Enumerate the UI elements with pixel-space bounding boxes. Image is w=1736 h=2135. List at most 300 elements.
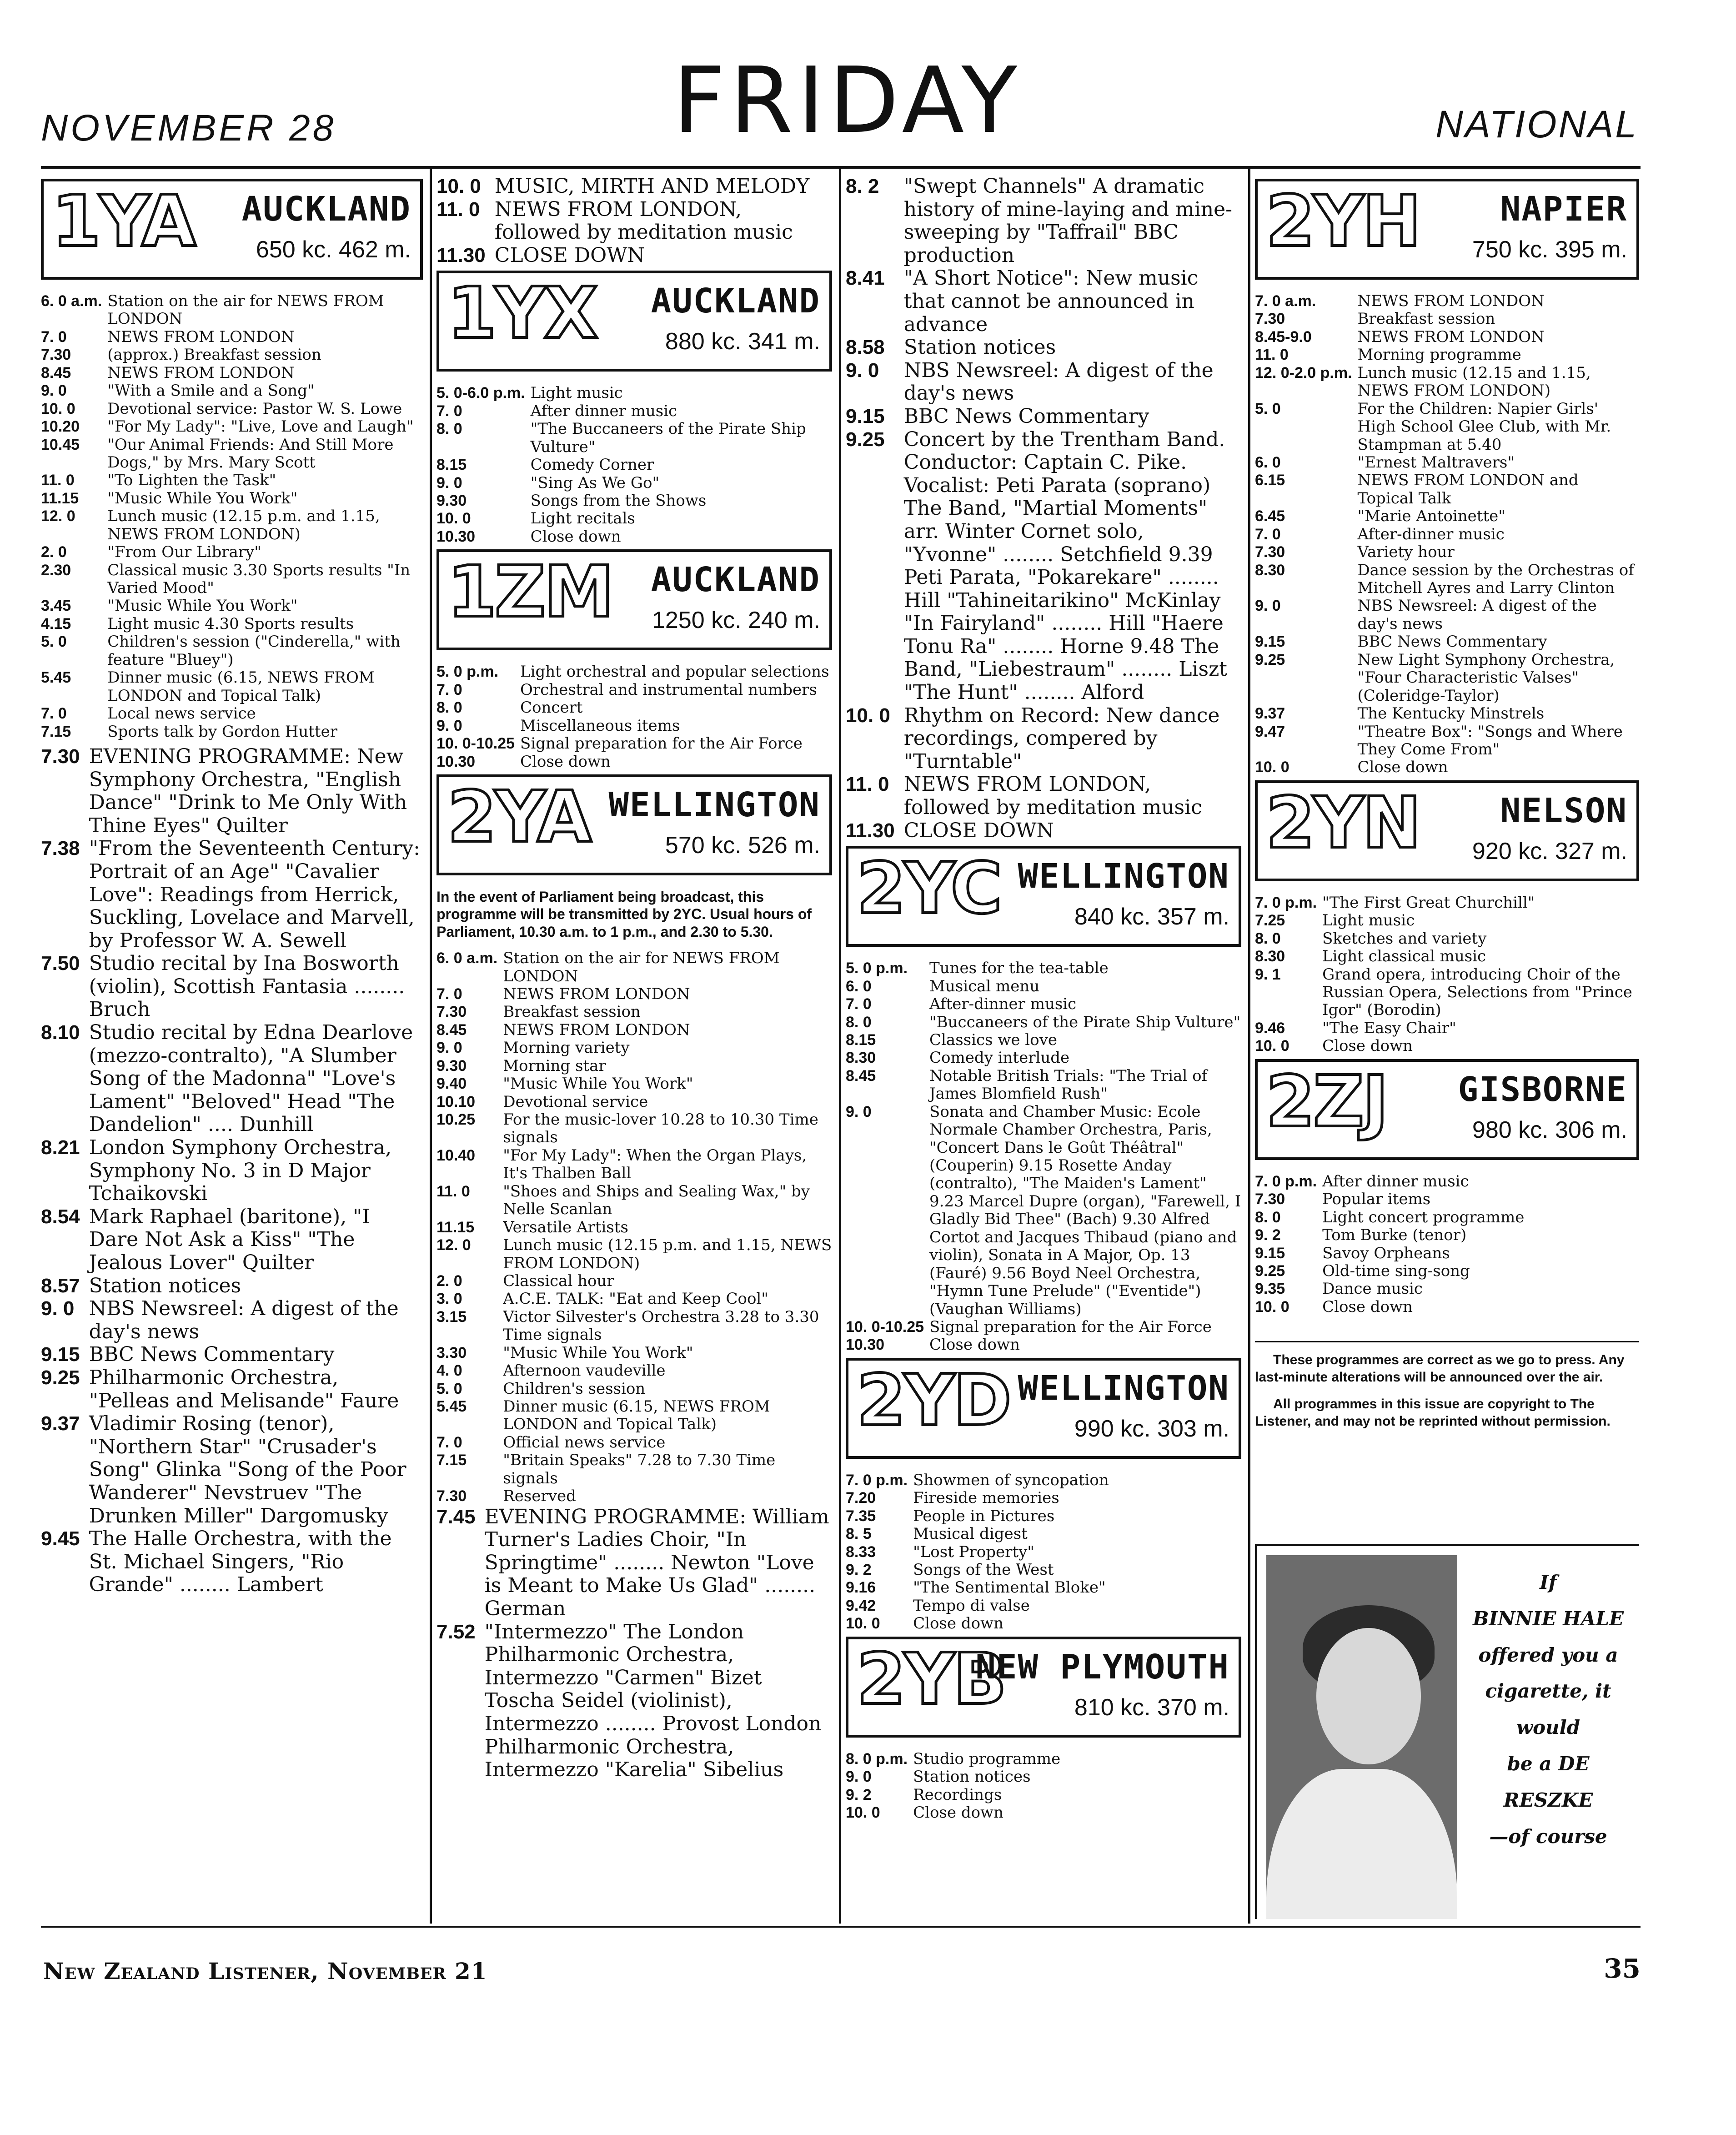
- schedule-item: Tom Burke (tenor): [1322, 1226, 1467, 1245]
- schedule-row: [846, 819, 1241, 843]
- schedule-item: "The Sentimental Bloke": [913, 1578, 1106, 1597]
- schedule-item: Variety hour: [1357, 543, 1455, 562]
- schedule-time: 9. 0: [1255, 597, 1281, 615]
- schedule-time: 7.38: [41, 837, 80, 860]
- schedule-time: 8.30: [846, 1049, 876, 1067]
- schedule-row: [846, 1472, 1241, 1489]
- schedule-time: 9.25: [846, 428, 885, 451]
- schedule-row: [1255, 507, 1639, 525]
- schedule-row: [846, 978, 1241, 995]
- schedule-row: [41, 400, 423, 418]
- schedule-time: 11.30: [846, 819, 895, 842]
- schedule-time: 3.30: [437, 1344, 467, 1361]
- schedule-time: 7.25: [1255, 912, 1285, 929]
- schedule-item: NEWS FROM LONDON and Topical Talk: [1357, 471, 1579, 507]
- column-1: [41, 175, 423, 1919]
- schedule-row: [41, 472, 423, 489]
- schedule-row: [437, 384, 832, 402]
- station-logo: 1ZM: [447, 551, 612, 633]
- schedule-item: Comedy Corner: [530, 456, 654, 474]
- schedule-row: [41, 615, 423, 633]
- schedule-row: [41, 669, 423, 705]
- schedule-item: "Music While You Work": [503, 1343, 693, 1362]
- schedule-time: 9.37: [1255, 705, 1285, 723]
- schedule-row: [1255, 346, 1639, 364]
- schedule-2yd: [846, 1472, 1241, 1633]
- station-frequency: 990 kc. 303 m.: [1074, 1415, 1229, 1442]
- column-2: [437, 175, 832, 1919]
- station-banner-2yc: [846, 846, 1241, 947]
- schedule-row: [1255, 543, 1639, 561]
- schedule-time: 9.15: [1255, 633, 1285, 651]
- schedule-row: [41, 1021, 423, 1136]
- schedule-time: 7. 0: [41, 705, 67, 723]
- schedule-time: 6.45: [1255, 507, 1285, 525]
- schedule-time: 12. 0: [437, 1236, 471, 1254]
- schedule-time: 9. 0: [846, 1768, 872, 1786]
- advert-line: cigarette, it would: [1485, 1680, 1611, 1739]
- schedule-time: 12. 0: [41, 507, 75, 525]
- header-date: NOVEMBER 28: [41, 107, 336, 149]
- schedule-item: Close down: [520, 752, 611, 771]
- schedule-time: 7.30: [437, 1003, 467, 1021]
- schedule-row: [1255, 705, 1639, 723]
- schedule-item: "From Our Library": [107, 543, 261, 562]
- schedule-time: 7.30: [41, 745, 80, 768]
- schedule-1ya-evening: [41, 745, 423, 1597]
- schedule-row: [437, 699, 832, 717]
- schedule-item: "The Easy Chair": [1322, 1019, 1456, 1037]
- schedule-row: [1255, 948, 1639, 965]
- schedule-row: [437, 735, 832, 753]
- schedule-time: 7. 0 a.m.: [1255, 292, 1316, 310]
- schedule-item: Showmen of syncopation: [913, 1471, 1109, 1489]
- schedule-item: NEWS FROM LONDON: [1357, 327, 1545, 346]
- schedule-row: [1255, 1037, 1639, 1055]
- schedule-item: Musical digest: [913, 1525, 1028, 1543]
- schedule-item: EVENING PROGRAMME: William Turner's Ladies Choir, "In Springtime" ........ Newton "Love is Meant to Make Us Glad" ........ German: [484, 1505, 829, 1621]
- schedule-row: [1255, 310, 1639, 328]
- station-logo: 2YH: [1266, 180, 1420, 262]
- schedule-time: 8.45: [846, 1067, 876, 1085]
- schedule-time: 8. 0: [437, 699, 462, 717]
- schedule-item: Station on the air for NEWS FROM LONDON: [107, 292, 384, 328]
- schedule-item: Close down: [1322, 1297, 1413, 1316]
- schedule-row: [846, 1579, 1241, 1597]
- schedule-item: EVENING PROGRAMME: New Symphony Orchestra, "English Dance" "Drink to Me Only With Thine Eyes" Quilter: [89, 744, 407, 837]
- schedule-item: Fireside memories: [913, 1489, 1059, 1507]
- schedule-item: Breakfast session: [503, 1003, 641, 1021]
- schedule-item: "From the Seventeenth Century: Portrait of an Age" "Cavalier Love": Readings from Herrick, Suckling, Lovelace and Marvell, by Professor W. A. Sewell: [89, 837, 420, 952]
- schedule-time: 9.45: [41, 1527, 80, 1550]
- schedule-row: [437, 1236, 832, 1272]
- schedule-time: 6. 0 a.m.: [41, 292, 102, 310]
- schedule-time: 10. 0: [846, 1615, 880, 1633]
- schedule-row: [846, 1561, 1241, 1579]
- schedule-time: 8.41: [846, 267, 885, 290]
- advert-line: be a DE RESZKE: [1503, 1752, 1593, 1811]
- schedule-1ya: [41, 292, 423, 741]
- schedule-time: 9. 2: [846, 1561, 872, 1579]
- schedule-time: 7. 0: [41, 328, 67, 346]
- schedule-1zm: [437, 663, 832, 771]
- schedule-time: 8. 0: [1255, 929, 1281, 947]
- schedule-item: The Kentucky Minstrels: [1357, 704, 1545, 723]
- schedule-item: Notable British Trials: "The Trial of James Blomfield Rush": [929, 1066, 1208, 1103]
- station-frequency: 880 kc. 341 m.: [665, 328, 820, 355]
- schedule-row: [437, 1398, 832, 1434]
- schedule-item: Old-time sing-song: [1322, 1261, 1470, 1280]
- schedule-item: "Music While You Work": [503, 1075, 693, 1093]
- schedule-row: [846, 995, 1241, 1013]
- station-frequency: 840 kc. 357 m.: [1074, 904, 1229, 930]
- schedule-time: 6. 0 a.m.: [437, 949, 498, 967]
- schedule-time: 9.35: [1255, 1280, 1285, 1298]
- schedule-item: Tempo di valse: [913, 1596, 1030, 1615]
- schedule-row: [437, 949, 832, 985]
- schedule-item: Light concert programme: [1322, 1208, 1525, 1226]
- schedule-row: [437, 402, 832, 420]
- schedule-time: 7.15: [437, 1452, 467, 1469]
- station-frequency: 570 kc. 526 m.: [665, 832, 820, 859]
- schedule-time: 9.15: [846, 405, 885, 427]
- schedule-time: 7. 0 p.m.: [1255, 1172, 1317, 1190]
- schedule-row: [846, 1103, 1241, 1318]
- schedule-time: 8. 0 p.m.: [846, 1750, 908, 1768]
- schedule-time: 7. 0 p.m.: [1255, 894, 1317, 911]
- parliament-note: In the event of Parliament being broadcast, this programme will be transmitted by 2YC. Usual hours of Parliament, 10.30 a.m. to 1 p.m., and 2.30 to 5.30.: [437, 888, 812, 940]
- schedule-time: 10. 0: [1255, 1037, 1289, 1055]
- schedule-time: 8.54: [41, 1205, 80, 1228]
- schedule-item: Morning variety: [503, 1039, 630, 1057]
- schedule-row: [437, 510, 832, 527]
- schedule-2yc: [846, 959, 1241, 1354]
- schedule-item: "Lost Property": [913, 1542, 1034, 1561]
- schedule-time: 7. 0 p.m.: [846, 1471, 908, 1489]
- schedule-row: [846, 359, 1241, 405]
- schedule-item: Philharmonic Orchestra, "Pelleas and Melisande" Faure: [89, 1366, 399, 1412]
- schedule-item: Musical menu: [929, 977, 1040, 995]
- schedule-row: [437, 1057, 832, 1075]
- schedule-row: [1255, 526, 1639, 543]
- schedule-time: 11. 0: [1255, 346, 1289, 364]
- schedule-item: NEWS FROM LONDON, followed by meditation music: [494, 197, 793, 244]
- schedule-row: [1255, 966, 1639, 1020]
- schedule-row: [1255, 454, 1639, 472]
- schedule-time: 10. 0: [437, 510, 471, 527]
- schedule-item: "Marie Antoinette": [1357, 507, 1505, 526]
- schedule-time: 7.30: [1255, 310, 1285, 328]
- schedule-item: Comedy interlude: [929, 1049, 1070, 1067]
- schedule-item: NEWS FROM LONDON: [107, 327, 295, 346]
- station-city: AUCKLAND: [241, 190, 411, 229]
- schedule-time: 9.25: [41, 1366, 80, 1389]
- schedule-row: [1255, 597, 1639, 633]
- column-rule-3: [1248, 168, 1250, 1924]
- schedule-item: MUSIC, MIRTH AND MELODY: [494, 175, 810, 198]
- schedule-time: 9. 0: [437, 717, 462, 734]
- schedule-time: 7.35: [846, 1507, 876, 1525]
- schedule-row: [41, 292, 423, 328]
- schedule-row: [846, 959, 1241, 977]
- schedule-time: 5. 0 p.m.: [437, 663, 499, 681]
- schedule-item: NBS Newsreel: A digest of the day's news: [903, 358, 1214, 405]
- schedule-row: [1255, 894, 1639, 912]
- schedule-row: [41, 382, 423, 400]
- schedule-time: 7.45: [437, 1505, 476, 1528]
- station-city: NEW PLYMOUTH: [975, 1647, 1229, 1687]
- schedule-row: [437, 1487, 832, 1505]
- schedule-row: [41, 543, 423, 561]
- schedule-time: 9. 0: [437, 474, 462, 492]
- schedule-item: Lunch music (12.15 p.m. and 1.15, NEWS FROM LONDON): [503, 1236, 832, 1272]
- schedule-time: 5. 0: [437, 1380, 462, 1397]
- schedule-time: 8. 5: [846, 1525, 872, 1543]
- schedule-time: 7. 0: [846, 995, 872, 1013]
- schedule-item: Close down: [913, 1614, 1004, 1633]
- schedule-row: [846, 405, 1241, 428]
- programme-notice: [1255, 1341, 1639, 1430]
- schedule-item: Light classical music: [1322, 947, 1486, 966]
- schedule-row: [437, 1362, 832, 1380]
- schedule-time: 10. 0-10.25: [437, 735, 515, 753]
- schedule-row: [41, 346, 423, 364]
- schedule-item: Studio recital by Edna Dearlove (mezzo-contralto), "A Slumber Song of the Madonna" "Love's Lament" "Beloved" Head "The Dandelion" .... Dunhill: [89, 1021, 413, 1136]
- schedule-row: [41, 597, 423, 615]
- schedule-time: 11. 0: [437, 198, 480, 221]
- schedule-item: BBC News Commentary: [1357, 633, 1547, 651]
- notice-copyright: All programmes in this issue are copyright to The Listener, and may not be reprinted without permission.: [1255, 1397, 1611, 1429]
- schedule-row: [437, 1111, 832, 1147]
- schedule-time: 8. 0: [846, 1013, 872, 1031]
- schedule-row: [41, 1366, 423, 1412]
- schedule-item: Station notices: [913, 1768, 1031, 1786]
- schedule-time: 7.52: [437, 1620, 476, 1643]
- schedule-time: 9.15: [1255, 1244, 1285, 1262]
- schedule-row: [1255, 1280, 1639, 1298]
- schedule-item: Classical music 3.30 Sports results "In Varied Mood": [107, 561, 411, 597]
- schedule-item: Devotional service: Pastor W. S. Lowe: [107, 399, 402, 418]
- schedule-row: [437, 175, 832, 198]
- schedule-item: NEWS FROM LONDON, followed by meditation music: [903, 773, 1202, 819]
- station-frequency: 810 kc. 370 m.: [1074, 1694, 1229, 1721]
- bottom-rule: [41, 1926, 1641, 1928]
- schedule-time: 2. 0: [437, 1272, 462, 1290]
- schedule-time: 10.30: [437, 527, 476, 545]
- schedule-item: After dinner music: [1322, 1172, 1469, 1191]
- schedule-item: London Symphony Orchestra, Symphony No. 3 in D Major Tchaikovski: [89, 1136, 392, 1206]
- schedule-time: 9. 2: [846, 1786, 872, 1803]
- schedule-row: [41, 745, 423, 837]
- schedule-item: New Light Symphony Orchestra, "Four Characteristic Valses" (Coleridge-Taylor): [1357, 650, 1615, 705]
- column-rule-1: [430, 168, 432, 1924]
- schedule-row: [41, 1206, 423, 1275]
- schedule-row: [846, 1318, 1241, 1336]
- schedule-row: [846, 1597, 1241, 1615]
- schedule-row: [1255, 364, 1639, 400]
- schedule-item: Concert: [520, 698, 583, 717]
- schedule-time: 7.20: [846, 1489, 876, 1507]
- schedule-item: The Halle Orchestra, with the St. Michael Singers, "Rio Grande" ........ Lambert: [89, 1527, 392, 1597]
- schedule-time: 7.30: [41, 346, 71, 364]
- schedule-row: [846, 704, 1241, 774]
- station-logo: 2YD: [857, 1359, 1010, 1442]
- schedule-item: Grand opera, introducing Choir of the Russian Opera, Selections from "Prince Igor" (Borodin): [1322, 965, 1632, 1020]
- schedule-item: "Shoes and Ships and Sealing Wax," by Nelle Scanlan: [503, 1182, 810, 1219]
- schedule-row: [1255, 472, 1639, 507]
- schedule-time: 6.15: [1255, 472, 1285, 489]
- schedule-time: 10. 0: [1255, 1298, 1289, 1316]
- schedule-time: 11.30: [437, 244, 486, 266]
- schedule-item: After-dinner music: [929, 995, 1077, 1014]
- schedule-item: Rhythm on Record: New dance recordings, compered by "Turntable": [903, 703, 1220, 773]
- schedule-row: [437, 198, 832, 244]
- schedule-row: [846, 1489, 1241, 1507]
- schedule-item: NEWS FROM LONDON: [1357, 292, 1545, 310]
- schedule-row: [437, 1147, 832, 1183]
- schedule-time: 4.15: [41, 615, 71, 633]
- schedule-row: [41, 952, 423, 1021]
- schedule-time: 2.30: [41, 561, 71, 579]
- schedule-2ya-late: [846, 175, 1241, 842]
- schedule-2zj: [1255, 1173, 1639, 1316]
- station-banner-2ya: [437, 774, 832, 875]
- station-logo: 2YA: [447, 775, 590, 858]
- schedule-row: [437, 1380, 832, 1398]
- schedule-time: 10. 0: [1255, 759, 1289, 776]
- schedule-row: [437, 1003, 832, 1021]
- schedule-row: [41, 507, 423, 543]
- station-banner-1yx: [437, 271, 832, 372]
- schedule-item: NBS Newsreel: A digest of the day's news: [89, 1297, 399, 1343]
- schedule-row: [437, 420, 832, 456]
- schedule-item: Vladimir Rosing (tenor), "Northern Star" "Crusader's Song" Glinka "Song of the Poor Wanderer" Nevstruev "The Drunken Miller" Dargomusky: [89, 1412, 406, 1527]
- schedule-time: 11. 0: [41, 472, 75, 489]
- schedule-item: "Music While You Work": [107, 597, 298, 615]
- station-logo: 2YC: [857, 847, 1001, 930]
- schedule-item: Devotional service: [503, 1092, 648, 1111]
- station-city: NELSON: [1500, 791, 1627, 830]
- schedule-row: [437, 753, 832, 771]
- schedule-row: [1255, 562, 1639, 598]
- schedule-item: After-dinner music: [1357, 525, 1505, 543]
- schedule-item: Versatile Artists: [503, 1218, 628, 1236]
- schedule-item: Savoy Orpheans: [1322, 1244, 1450, 1262]
- schedule-time: 7.15: [41, 723, 71, 740]
- schedule-item: "The First Great Churchill": [1322, 893, 1535, 912]
- station-city: WELLINGTON: [1018, 1368, 1229, 1408]
- schedule-item: Light orchestral and popular selections: [520, 663, 829, 681]
- station-logo: 1YA: [52, 180, 195, 262]
- schedule-time: 9. 0: [846, 359, 879, 382]
- schedule-row: [1255, 912, 1639, 929]
- schedule-time: 10.25: [437, 1111, 476, 1129]
- column-4: [1255, 175, 1639, 1919]
- schedule-item: Dance session by the Orchestras of Mitchell Ayres and Larry Clinton: [1357, 561, 1634, 597]
- schedule-time: 9.16: [846, 1579, 876, 1597]
- schedule-time: 7. 0: [437, 985, 462, 1003]
- schedule-time: 10.20: [41, 418, 80, 436]
- schedule-row: [1255, 723, 1639, 759]
- advert-copy: [1471, 1564, 1626, 1854]
- schedule-item: "For My Lady": When the Organ Plays, It's Thalben Ball: [503, 1146, 807, 1183]
- schedule-time: 9.15: [41, 1343, 80, 1366]
- schedule-row: [41, 364, 423, 382]
- schedule-time: 5.45: [437, 1398, 467, 1416]
- schedule-item: "A Short Notice": New music that cannot be announced in advance: [903, 266, 1199, 336]
- schedule-row: [1255, 292, 1639, 310]
- de-reszke-advert: [1255, 1544, 1639, 1919]
- schedule-time: 9.30: [437, 492, 467, 509]
- schedule-row: [846, 1768, 1241, 1786]
- station-logo: 2YB: [857, 1638, 1005, 1720]
- schedule-row: [437, 1621, 832, 1782]
- schedule-time: 5. 0-6.0 p.m.: [437, 384, 525, 402]
- schedule-row: [1255, 400, 1639, 454]
- schedule-row: [1255, 651, 1639, 705]
- schedule-row: [1255, 1262, 1639, 1280]
- schedule-time: 8. 2: [846, 175, 879, 197]
- schedule-item: Close down: [1357, 758, 1448, 777]
- schedule-row: [437, 1039, 832, 1057]
- schedule-item: Station on the air for NEWS FROM LONDON: [503, 949, 780, 985]
- schedule-row: [41, 723, 423, 741]
- schedule-item: Dinner music (6.15, NEWS FROM LONDON and Topical Talk): [503, 1397, 770, 1434]
- schedule-row: [846, 1804, 1241, 1822]
- schedule-time: 9. 0: [41, 382, 67, 400]
- schedule-item: Close down: [929, 1336, 1020, 1354]
- schedule-row: [1255, 759, 1639, 776]
- schedule-row: [41, 1412, 423, 1527]
- schedule-item: Sketches and variety: [1322, 929, 1487, 948]
- schedule-time: 3.45: [41, 597, 71, 615]
- schedule-row: [437, 985, 832, 1003]
- station-frequency: 1250 kc. 240 m.: [652, 607, 820, 634]
- schedule-item: Station notices: [903, 336, 1056, 359]
- schedule-item: Mark Raphael (baritone), "I Dare Not Ask a Kiss" "The Jealous Lover" Quilter: [89, 1205, 370, 1274]
- schedule-time: 12. 0-2.0 p.m.: [1255, 364, 1352, 382]
- schedule-item: People in Pictures: [913, 1507, 1055, 1525]
- schedule-row: [41, 1275, 423, 1298]
- schedule-item: Light recitals: [530, 509, 635, 528]
- schedule-item: Light music: [1322, 911, 1415, 930]
- schedule-time: 9. 0: [437, 1039, 462, 1057]
- schedule-row: [437, 681, 832, 699]
- station-frequency: 920 kc. 327 m.: [1472, 838, 1627, 864]
- schedule-time: 11. 0: [437, 1182, 470, 1200]
- schedule-row: [437, 1272, 832, 1290]
- schedule-row: [437, 717, 832, 735]
- schedule-item: "Buccaneers of the Pirate Ship Vulture": [929, 1013, 1241, 1031]
- schedule-item: "The Buccaneers of the Pirate Ship Vulture": [530, 420, 806, 456]
- schedule-item: Lunch music (12.15 p.m. and 1.15, NEWS FROM LONDON): [107, 507, 380, 543]
- schedule-item: BBC News Commentary: [89, 1343, 335, 1366]
- schedule-item: Local news service: [107, 704, 256, 723]
- schedule-item: "With a Smile and a Song": [107, 382, 315, 400]
- schedule-row: [437, 1183, 832, 1219]
- station-logo: 2ZJ: [1266, 1060, 1387, 1143]
- station-banner-2zj: [1255, 1059, 1639, 1160]
- schedule-time: 9. 1: [1255, 965, 1281, 983]
- schedule-row: [437, 1452, 832, 1487]
- schedule-item: Signal preparation for the Air Force: [929, 1317, 1212, 1336]
- schedule-time: 5. 0: [41, 633, 67, 651]
- schedule-time: 2. 0: [41, 543, 67, 561]
- column-3: [846, 175, 1241, 1919]
- schedule-time: 10. 0: [41, 400, 75, 417]
- schedule-1ya-late: [437, 175, 832, 267]
- schedule-row: [1255, 1245, 1639, 1262]
